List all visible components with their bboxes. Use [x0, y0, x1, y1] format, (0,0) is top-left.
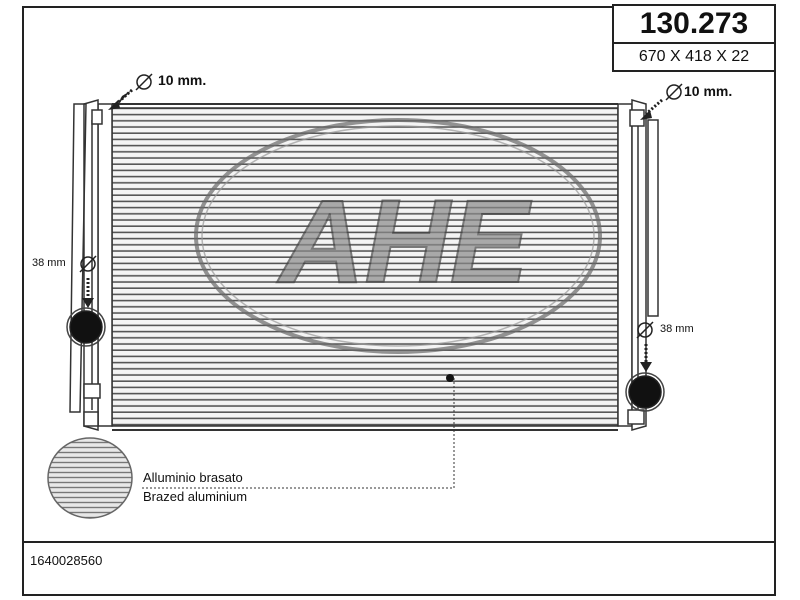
- top-left-pipe-label: 10 mm.: [158, 72, 207, 88]
- left-outlet-label: 38 mm: [32, 257, 66, 269]
- dimensions-label: 670 X 418 X 22: [612, 44, 776, 72]
- left-tank: [70, 100, 112, 430]
- brazed-aluminium-swatch: [46, 436, 136, 520]
- right-outlet-label: 38 mm: [660, 323, 694, 335]
- footer-bar: [22, 541, 776, 596]
- material-label-italian: Alluminio brasato: [143, 470, 243, 485]
- part-number: 130.273: [612, 4, 776, 44]
- ahe-logo-text: AHE: [279, 176, 529, 308]
- top-right-pipe: [640, 84, 682, 120]
- material-label-english: Brazed aluminium: [143, 489, 248, 504]
- top-right-pipe-label: 10 mm.: [684, 83, 733, 99]
- reference-code: 1640028560: [30, 553, 103, 568]
